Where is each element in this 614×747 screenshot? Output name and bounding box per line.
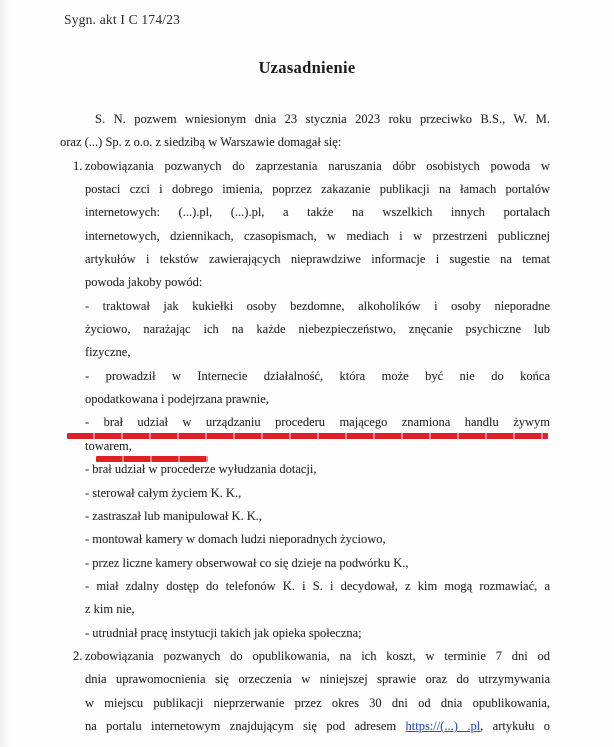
article-url-link[interactable]: https://(...) .pl — [405, 718, 481, 733]
line-text: internetowych, dziennikach, czasopismach, w mediach i w przestrzeni publicznej — [85, 228, 550, 243]
line-text: w miejscu publikacji nieprzerwanie przez okres 30 dni od dnia opublikowania, — [85, 695, 550, 710]
scan-edge-shadow — [0, 0, 10, 747]
document-line — [60, 271, 550, 294]
case-number: Sygn. akt I C 174/23 — [64, 12, 181, 27]
line-text: internetowych: (...).pl, (...).pl, a także na wszelkich innych portalach — [85, 205, 550, 220]
document-line — [60, 155, 550, 178]
document-line — [60, 598, 550, 621]
document-line — [60, 411, 550, 434]
line-text: - montował kamery w domach ludzi nieporadnych życiowo, — [85, 532, 386, 547]
document-line — [60, 225, 550, 248]
line-text: fizyczne, — [85, 345, 131, 360]
document-line — [60, 248, 550, 271]
red-underline-1 — [67, 433, 548, 439]
document-line — [60, 645, 550, 668]
document-line — [60, 365, 550, 388]
line-text: - zastraszał lub manipulował K. K., — [85, 508, 263, 523]
line-text: towarem, — [85, 438, 132, 453]
line-text: zobowiązania pozwanych do zaprzestania naruszania dóbr osobistych powoda w — [85, 158, 550, 173]
document-line — [60, 388, 550, 411]
line-text: oraz (...) Sp. z o.o. z siedzibą w Warszawie domagał się: — [60, 135, 342, 150]
line-text: zobowiązania pozwanych do opublikowania, na ich koszt, w terminie 7 dni od — [85, 648, 550, 663]
list-number: 2. — [73, 648, 83, 663]
line-text: postaci czci i dobrego imienia, poprzez zakazanie publikacji na łamach portalów — [85, 182, 550, 197]
document-line — [60, 131, 550, 154]
document-line — [60, 482, 550, 505]
line-text: - prowadził w Internecie działalność, która może być nie do końca — [85, 368, 550, 383]
document-line — [60, 505, 550, 528]
line-text: - utrudniał pracę instytucji takich jak opieka społeczna; — [85, 625, 362, 640]
red-underline-2 — [96, 456, 208, 462]
document-line — [60, 341, 550, 364]
document-line — [60, 715, 550, 738]
line-text: - miał zdalny dostęp do telefonów K. i S. i decydował, z kim mogą rozmawiać, a — [85, 578, 550, 593]
line-text: - przez liczne kamery obserwował co się dzieje na podwórku K., — [85, 555, 409, 570]
document-line — [60, 622, 550, 645]
page-title: Uzasadnienie — [258, 58, 356, 77]
document-line — [60, 201, 550, 224]
line-text: z kim nie, — [85, 602, 135, 617]
document-line — [60, 692, 550, 715]
line-text: - brał udział w urządzaniu procederu mającego znamiona handlu żywym — [85, 415, 550, 430]
line-text: życiowo, narażając ich na każde niebezpieczeństwo, znęcanie psychiczne lub — [85, 322, 550, 337]
document-line — [60, 528, 550, 551]
document-line — [60, 552, 550, 575]
line-text: - brał udział w procederze wyłudzania dotacji, — [85, 462, 317, 477]
document-line — [60, 668, 550, 691]
document-line — [60, 108, 550, 131]
line-text: opodatkowana i podejrzana prawnie, — [85, 392, 269, 407]
line-text: , artykułu o — [480, 718, 550, 733]
line-text: dnia uprawomocnienia się orzeczenia w niniejszej sprawie oraz do utrzymywania — [85, 672, 550, 687]
document-body — [60, 108, 550, 738]
line-text: artykułów i tekstów zawierających nieprawdziwe informacje i sugestie na temat — [85, 252, 550, 267]
line-text: powoda jakoby powód: — [85, 275, 203, 290]
document-line — [60, 318, 550, 341]
list-number: 1. — [73, 158, 83, 173]
line-text: na portalu internetowym znajdującym się pod adresem — [85, 718, 406, 733]
line-text: S. N. pozwem wniesionym dnia 23 stycznia 2023 roku przeciwko B.S., W. M. — [95, 112, 550, 126]
line-text: - sterował całym życiem K. K., — [85, 485, 242, 500]
document-line — [60, 178, 550, 201]
document-line — [60, 295, 550, 318]
document-line — [60, 575, 550, 598]
line-text: - traktował jak kukiełki osoby bezdomne, alkoholików i osoby nieporadne — [85, 298, 550, 313]
